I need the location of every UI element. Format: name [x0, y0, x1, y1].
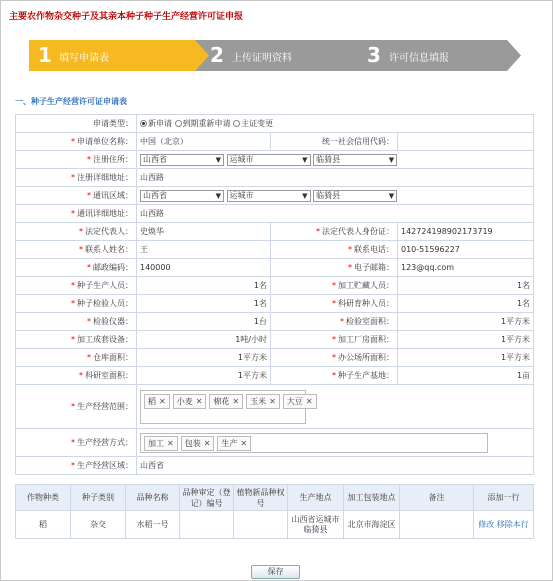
warehouse-label: * 仓库面积： [16, 349, 137, 367]
cell-actions [474, 511, 534, 539]
phone-label: * 联系电话： [271, 241, 398, 259]
office-label: * 办公场所面积： [271, 349, 398, 367]
mode-tag[interactable]: 生产 ✕ [217, 436, 251, 451]
scope-tagbox[interactable] [140, 390, 313, 424]
step-3[interactable] [359, 40, 521, 71]
step-2[interactable] [195, 40, 375, 71]
factory-area-label: * 加工厂房面积： [271, 331, 398, 349]
delete-row-link[interactable]: 移除本行 [496, 519, 529, 529]
add-row-link[interactable]: 添加一行 [474, 485, 534, 511]
step-3-label: 许可信息填报 [389, 53, 449, 64]
email-field[interactable]: 123@qq.com [398, 259, 534, 277]
comm-city-select[interactable]: 运城市 ▼ [227, 190, 311, 202]
step-2-number: 2 [210, 43, 224, 67]
remove-tag-icon[interactable]: ✕ [269, 396, 276, 406]
col-pack-location: 加工包装地点 [344, 485, 400, 511]
scope-tag[interactable]: 稻 ✕ [144, 394, 170, 409]
factory-area-field[interactable]: 1平方米 [398, 331, 534, 349]
mode-tagbox[interactable] [140, 433, 488, 453]
reg-detail-field[interactable]: 山西路 [137, 169, 534, 187]
edit-link[interactable]: 修改 [478, 519, 495, 529]
test-instr-label: * 检验仪器： [16, 313, 137, 331]
base-field[interactable]: 1亩 [398, 367, 534, 385]
process-staff-label: * 加工贮藏人员： [271, 277, 398, 295]
phone-field[interactable]: 010-51596227 [398, 241, 534, 259]
apply-type-label: 申请类型： [16, 115, 137, 133]
cell-variety: 水稻一号 [126, 511, 180, 539]
step-1[interactable] [29, 40, 211, 71]
credit-code-label: 统一社会信用代码： [271, 133, 398, 151]
warehouse-field[interactable]: 1平方米 [137, 349, 271, 367]
reg-county-select[interactable]: 临猗县 ▼ [313, 154, 397, 166]
reg-addr-selects [137, 151, 534, 169]
cell-crop: 稻 [16, 511, 71, 539]
scope-label: * 生产经营范围： [16, 385, 137, 429]
col-crop: 作物种类 [16, 485, 71, 511]
mode-tag[interactable]: 加工 ✕ [144, 436, 178, 451]
office-field[interactable]: 1平方米 [398, 349, 534, 367]
cell-pack-location: 北京市海淀区 [344, 511, 400, 539]
cell-category: 杂交 [71, 511, 126, 539]
cell-pvp-no [234, 511, 288, 539]
lab-area-label: * 检验室面积： [271, 313, 398, 331]
comm-county-select[interactable]: 临猗县 ▼ [313, 190, 397, 202]
step-2-label: 上传证明资料 [232, 53, 292, 64]
seed-prod-staff-label: * 种子生产人员： [16, 277, 137, 295]
mode-field[interactable] [137, 429, 534, 457]
breed-staff-label: * 科研育种人员： [271, 295, 398, 313]
email-label: * 电子邮箱： [271, 259, 398, 277]
remove-tag-icon[interactable]: ✕ [159, 396, 166, 406]
remove-tag-icon[interactable]: ✕ [195, 396, 203, 406]
col-category: 种子类别 [71, 485, 126, 511]
mode-label: * 生产经营方式： [16, 429, 137, 457]
contact-field[interactable]: 王 [137, 241, 271, 259]
cell-reg-no [180, 511, 234, 539]
scope-tag[interactable]: 玉米 ✕ [246, 394, 280, 409]
scope-tag[interactable]: 小麦 ✕ [173, 394, 207, 409]
test-instr-field[interactable]: 1台 [137, 313, 271, 331]
section-title: 一、种子生产经营许可证申请表 [15, 97, 127, 106]
credit-code-field[interactable] [398, 133, 534, 151]
remove-tag-icon[interactable]: ✕ [240, 438, 248, 448]
remove-tag-icon[interactable]: ✕ [305, 396, 313, 406]
reg-detail-label: * 注册详细地址： [16, 169, 137, 187]
application-form [15, 114, 534, 475]
col-reg-no: 品种审定（登记）编号 [180, 485, 234, 511]
legal-rep-field[interactable]: 史焕华 [137, 223, 271, 241]
col-pvp-no: 植物新品种权号 [234, 485, 288, 511]
base-label: * 种子生产基地： [271, 367, 398, 385]
radio-new[interactable] [140, 120, 147, 127]
scope-field[interactable] [137, 385, 534, 429]
unit-name-field[interactable]: 中国（北京） [137, 133, 271, 151]
variety-table [15, 484, 534, 539]
reg-province-select[interactable]: 山西省 ▼ [140, 154, 224, 166]
cell-note [400, 511, 474, 539]
contact-label: * 联系人姓名： [16, 241, 137, 259]
breed-staff-field[interactable]: 1名 [398, 295, 534, 313]
save-button[interactable]: 保存 [251, 565, 300, 579]
test-staff-field[interactable]: 1名 [137, 295, 271, 313]
comm-area-label: * 通讯区域： [16, 187, 137, 205]
radio-change[interactable] [233, 120, 240, 127]
mode-tag[interactable]: 包装 ✕ [181, 436, 215, 451]
radio-renew[interactable] [175, 120, 182, 127]
apply-type-options: 新申请 到期重新申请 主证变更 [137, 115, 534, 133]
remove-tag-icon[interactable]: ✕ [203, 438, 211, 448]
step-indicator [29, 40, 521, 71]
col-location: 生产地点 [288, 485, 344, 511]
step-1-label: 填写申请表 [59, 53, 109, 64]
region-field[interactable]: 山西省 [137, 457, 534, 475]
reg-city-select[interactable]: 运城市 ▼ [227, 154, 311, 166]
lab-area-field[interactable]: 1平方米 [398, 313, 534, 331]
unit-name-label: * 申请单位名称： [16, 133, 137, 151]
research-label: * 科研室面积： [16, 367, 137, 385]
process-staff-field[interactable]: 1名 [398, 277, 534, 295]
cell-location: 山西省运城市临猗县 [288, 511, 344, 539]
comm-province-select[interactable]: 山西省 ▼ [140, 190, 224, 202]
comm-area-selects [137, 187, 534, 205]
col-note: 备注 [400, 485, 474, 511]
remove-tag-icon[interactable]: ✕ [232, 396, 240, 406]
region-label: * 生产经营区域： [16, 457, 137, 475]
test-staff-label: * 种子检验人员： [16, 295, 137, 313]
table-row [16, 511, 534, 539]
remove-tag-icon[interactable]: ✕ [167, 438, 174, 448]
process-equip-label: * 加工成套设备： [16, 331, 137, 349]
step-3-number: 3 [367, 43, 381, 67]
scope-tag[interactable]: 大豆 ✕ [283, 394, 317, 409]
research-field[interactable]: 1平方米 [137, 367, 271, 385]
table-header-row [16, 485, 534, 511]
legal-id-label: * 法定代表人身份证： [271, 223, 398, 241]
step-1-number: 1 [38, 43, 52, 67]
postcode-label: * 邮政编码： [16, 259, 137, 277]
comm-detail-label: * 通讯详细地址： [16, 205, 137, 223]
process-equip-field[interactable]: 1吨/小时 [137, 331, 271, 349]
scope-tag[interactable]: 棉花 ✕ [209, 394, 243, 409]
seed-prod-staff-field[interactable]: 1名 [137, 277, 271, 295]
col-variety: 品种名称 [126, 485, 180, 511]
reg-addr-label: * 注册住所： [16, 151, 137, 169]
legal-rep-label: * 法定代表人： [16, 223, 137, 241]
postcode-field[interactable]: 140000 [137, 259, 271, 277]
comm-detail-field[interactable]: 山西路 [137, 205, 534, 223]
legal-id-field[interactable]: 142724198902173719 [398, 223, 534, 241]
page-title: 主要农作物杂交种子及其亲本种子种子生产经营许可证申报 [9, 12, 244, 22]
